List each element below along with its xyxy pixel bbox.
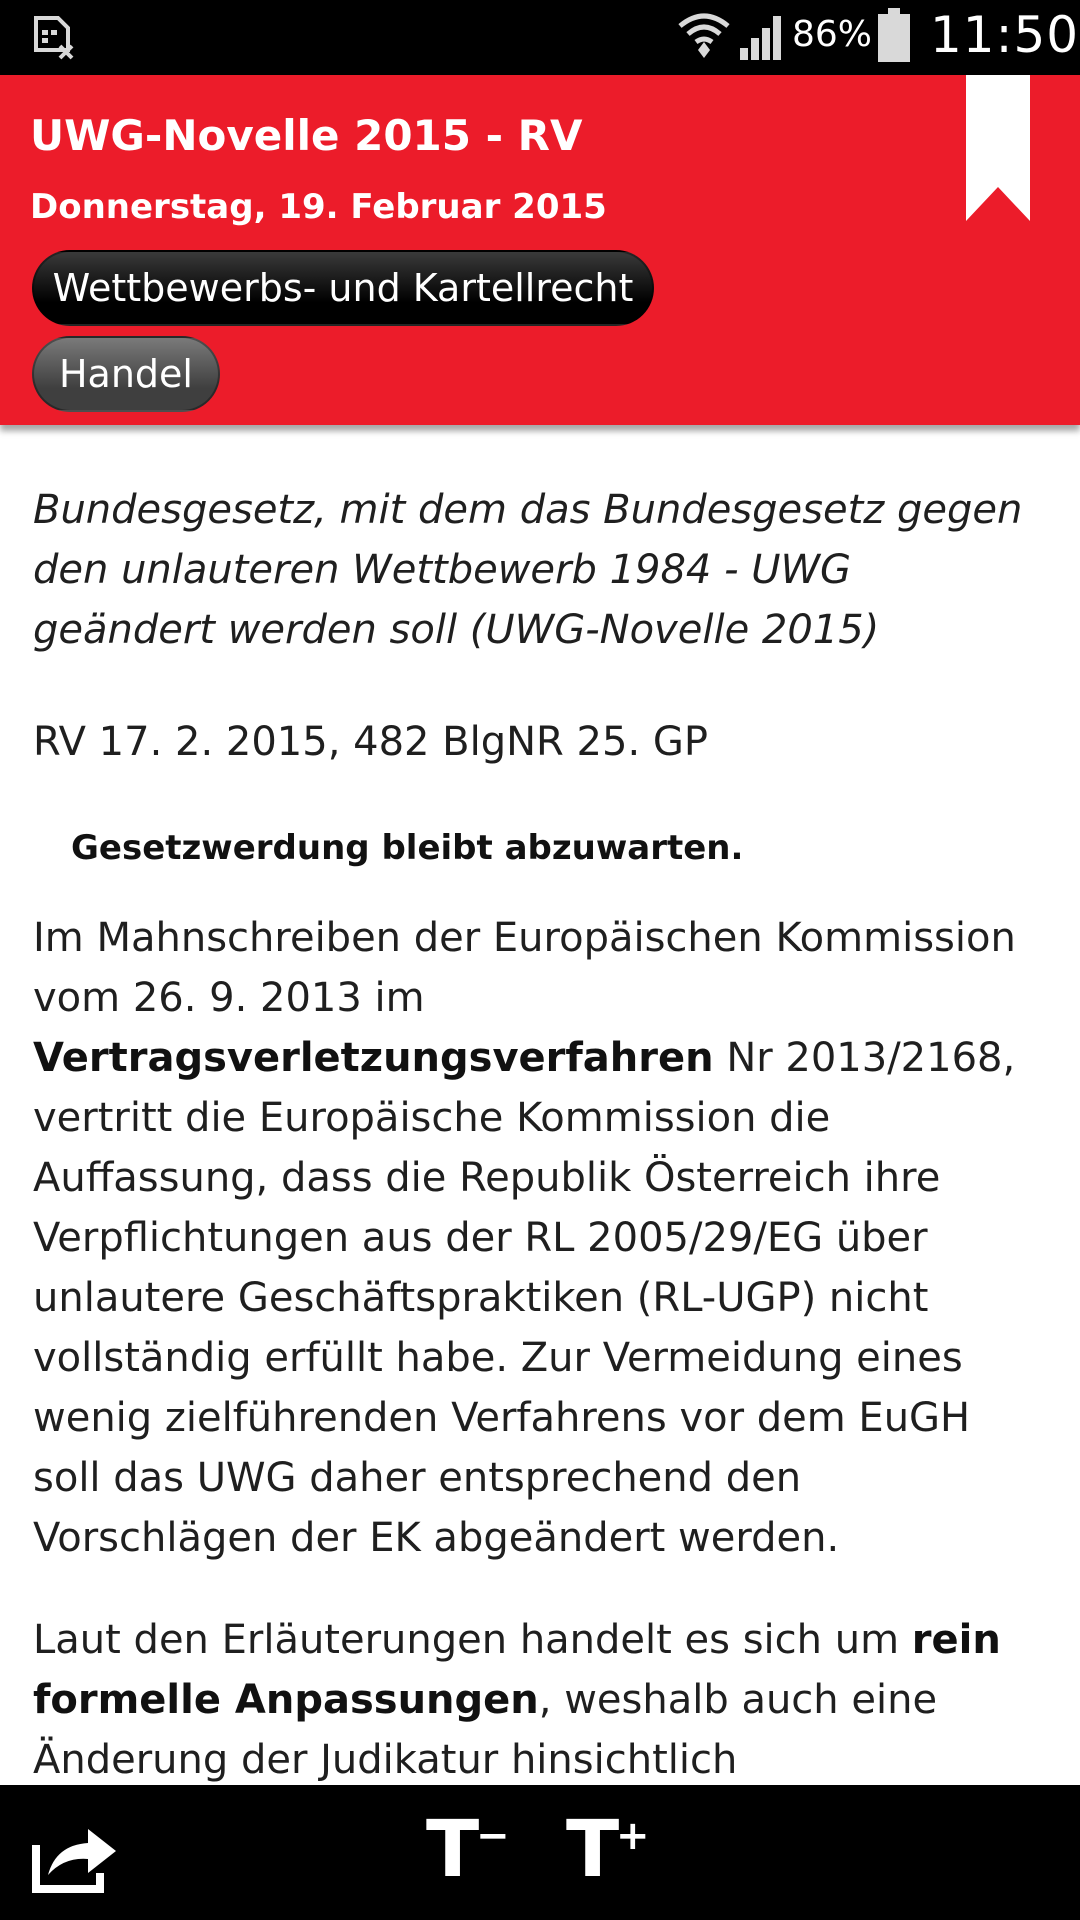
tag-chip-handel[interactable]: Handel [32,336,220,412]
screenshot-off-icon [34,16,78,64]
battery-icon [876,8,912,64]
paragraph-text: , weshalb auch eine Änderung der Judikatur hinsichtlich [33,1677,938,1783]
paragraph-bold-text: rein formelle Anpassungen [33,1617,1001,1723]
status-bar [0,0,1080,75]
text-size-letter: T [426,1805,480,1895]
bottom-toolbar [0,1785,1080,1920]
bookmark-icon[interactable] [966,75,1030,221]
text-size-letter: T [566,1805,620,1895]
wifi-icon [676,10,732,62]
legislation-status: Gesetzwerdung bleibt abzuwarten. [71,828,744,868]
article-date: Donnerstag, 19. Februar 2015 [30,187,607,227]
article-body [33,480,1043,1790]
increase-text-size-button[interactable] [566,1805,656,1895]
article-header [0,75,1080,425]
paragraph-text: Nr 2013/2168, vertritt die Europäische Kommission die Auffassung, dass die Republik Österreich ihre Verpflichtungen aus der RL 2005/29/EG über unlautere Geschäftspraktiken (RL-UGP) nicht vollständig erfüllt habe. Zur Vermeidung eines wenig zielführenden Verfahrens vor dem EuGH soll das UWG daher entsprechend den Vorschlägen der EK abgeändert werden. [33,1035,1016,1561]
article-reference: RV 17. 2. 2015, 482 BlgNR 25. GP [33,719,708,765]
article-paragraph [33,1610,1043,1790]
share-icon[interactable] [30,1815,120,1895]
paragraph-bold-text: Vertragsverletzungsverfahren [33,1035,714,1081]
decrease-text-size-button[interactable] [426,1805,510,1895]
minus-sign: − [476,1813,510,1859]
plus-sign: + [616,1813,650,1859]
paragraph-text: Laut den Erläuterungen handelt es sich um [33,1617,912,1663]
clock: 11:50 [930,6,1080,64]
article-lead: Bundesgesetz, mit dem das Bundesgesetz gegen den unlauteren Wettbewerb 1984 - UWG geändert werden soll (UWG-Novelle 2015) [33,487,1023,653]
tag-chip-wettbewerbsrecht[interactable]: Wettbewerbs- und Kartellrecht [32,250,654,326]
article-title: UWG-Novelle 2015 - RV [30,111,583,160]
article-paragraph [33,908,1043,1568]
signal-icon [738,12,788,62]
battery-percentage: 86% [792,14,873,55]
paragraph-text: Im Mahnschreiben der Europäischen Kommission vom 26. 9. 2013 im [33,915,1016,1021]
